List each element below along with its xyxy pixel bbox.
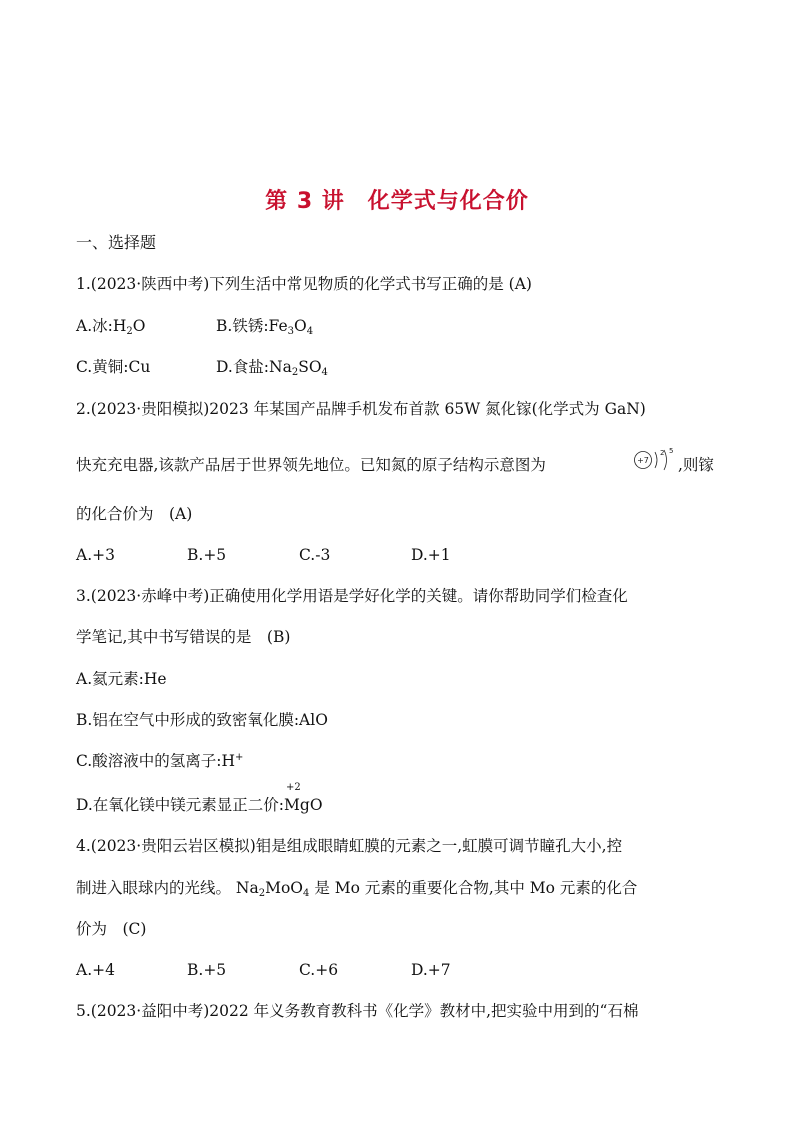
atom-shell-2: 5	[669, 447, 674, 455]
q5-stem-line1: 5.(2023·益阳中考)2022 年义务教育教科书《化学》教材中,把实验中用到的“石棉	[76, 1002, 639, 1020]
q1-option-c: C.黄铜:Cu	[76, 358, 151, 376]
q1-option-a: A.冰$:H_2O$	[76, 317, 146, 337]
q2-stem-line3: 的化合价为 (A)	[76, 505, 193, 523]
q1-option-d: D.食盐$:Na_2SO_4$	[216, 358, 328, 378]
q2-option-a: A.+3	[76, 546, 115, 564]
q4-option-d: D.+7	[411, 961, 451, 979]
section-heading: 一、选择题	[76, 233, 157, 252]
q2-option-d: D.+1	[411, 546, 451, 564]
lesson-title: 第 3 讲 化学式与化合价	[265, 189, 529, 214]
q1-option-b: B.铁锈$:Fe_3O_4$	[216, 317, 314, 337]
atom-shell-1: 2	[660, 449, 665, 457]
q3-option-a: A.氦元素:He	[76, 670, 167, 688]
q3-stem-line2: 学笔记,其中书写错误的是 (B)	[76, 628, 291, 646]
q4-option-c: C.+6	[299, 961, 339, 979]
q3-option-c: C.酸溶液中的氢离子:H+	[76, 752, 244, 770]
q4-option-b: B.+5	[187, 961, 227, 979]
q4-stem-line1: 4.(2023·贵阳云岩区模拟)钼是组成眼睛虹膜的元素之一,虹膜可调节瞳孔大小,控	[76, 837, 623, 855]
q2-option-b: B.+5	[187, 546, 227, 564]
q4-option-a: A.+4	[76, 961, 115, 979]
valence-mark: +2	[286, 782, 301, 793]
q1-stem: 1.(2023·陕西中考)下列生活中常见物质的化学式书写正确的是 (A)	[76, 275, 532, 293]
q4-stem-line2: 制进入眼球内的光线。 $Na_2MoO_4$ 是 Mo 元素的重要化合物,其中 Mo 元素的化合	[76, 879, 638, 899]
q2-option-c: C.-3	[299, 546, 331, 564]
q2-stem-line1: 2.(2023·贵阳模拟)2023 年某国产品牌手机发布首款 65W 氮化镓(化学式为 GaN)	[76, 400, 646, 418]
q3-stem-line1: 3.(2023·赤峰中考)正确使用化学用语是学好化学的关键。请你帮助同学们检查化	[76, 587, 628, 605]
nitrogen-atom-diagram	[631, 446, 679, 474]
q3-option-b: B.铝在空气中形成的致密氧化膜:AlO	[76, 711, 328, 729]
atom-nucleus: +7	[637, 456, 649, 465]
q2-stem-line2b: ,则镓	[678, 456, 714, 474]
q2-stem-line2a: 快充充电器,该款产品居于世界领先地位。已知氮的原子结构示意图为	[76, 456, 546, 474]
q3-option-d: D.在氧化镁中镁元素显正二价: +2 MgO	[76, 782, 323, 814]
q4-stem-line3: 价为 (C)	[76, 920, 147, 938]
